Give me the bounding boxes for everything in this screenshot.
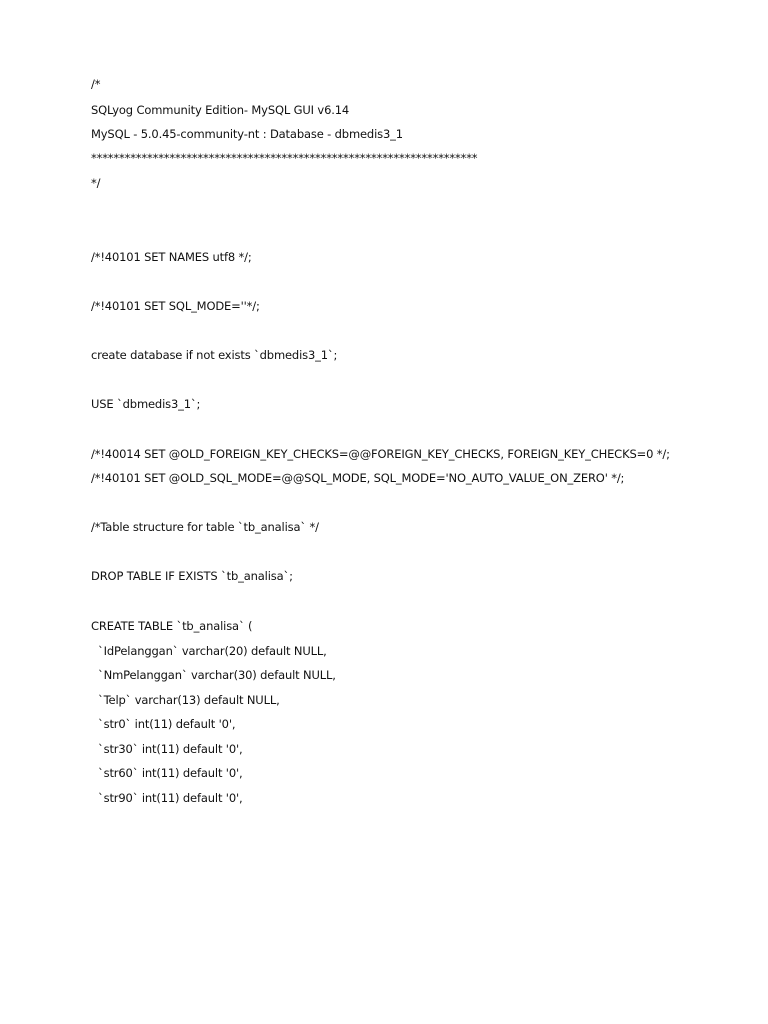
column-idpelanggan-line: `IdPelanggan` varchar(20) default NULL, [91, 644, 327, 658]
comment-close: */ [91, 176, 101, 190]
create-database-line: create database if not exists `dbmedis3_1`; [91, 348, 338, 362]
old-sql-mode-line: /*!40101 SET @OLD_SQL_MODE=@@SQL_MODE, SQL_MODE='NO_AUTO_VALUE_ON_ZERO' */; [91, 471, 625, 485]
column-str0-line: `str0` int(11) default '0', [91, 717, 236, 731]
drop-table-line: DROP TABLE IF EXISTS `tb_analisa`; [91, 569, 293, 583]
set-sql-mode-line: /*!40101 SET SQL_MODE=''*/; [91, 299, 260, 313]
column-str90-line: `str90` int(11) default '0', [91, 791, 243, 805]
comment-open: /* [91, 77, 101, 91]
column-str30-line: `str30` int(11) default '0', [91, 742, 243, 756]
column-telp-line: `Telp` varchar(13) default NULL, [91, 693, 280, 707]
header-server-line: MySQL - 5.0.45-community-nt : Database - dbmedis3_1 [91, 127, 403, 141]
use-database-line: USE `dbmedis3_1`; [91, 397, 201, 411]
column-nmpelanggan-line: `NmPelanggan` varchar(30) default NULL, [91, 668, 336, 682]
column-str60-line: `str60` int(11) default '0', [91, 766, 243, 780]
header-app-line: SQLyog Community Edition- MySQL GUI v6.14 [91, 103, 350, 117]
set-names-line: /*!40101 SET NAMES utf8 */; [91, 250, 252, 264]
header-separator-line: ********************************************************************* [91, 151, 478, 165]
foreign-key-checks-line: /*!40014 SET @OLD_FOREIGN_KEY_CHECKS=@@FOREIGN_KEY_CHECKS, FOREIGN_KEY_CHECKS=0 */; [91, 447, 670, 461]
table-structure-comment: /*Table structure for table `tb_analisa` */ [91, 520, 319, 534]
create-table-line: CREATE TABLE `tb_analisa` ( [91, 619, 253, 633]
